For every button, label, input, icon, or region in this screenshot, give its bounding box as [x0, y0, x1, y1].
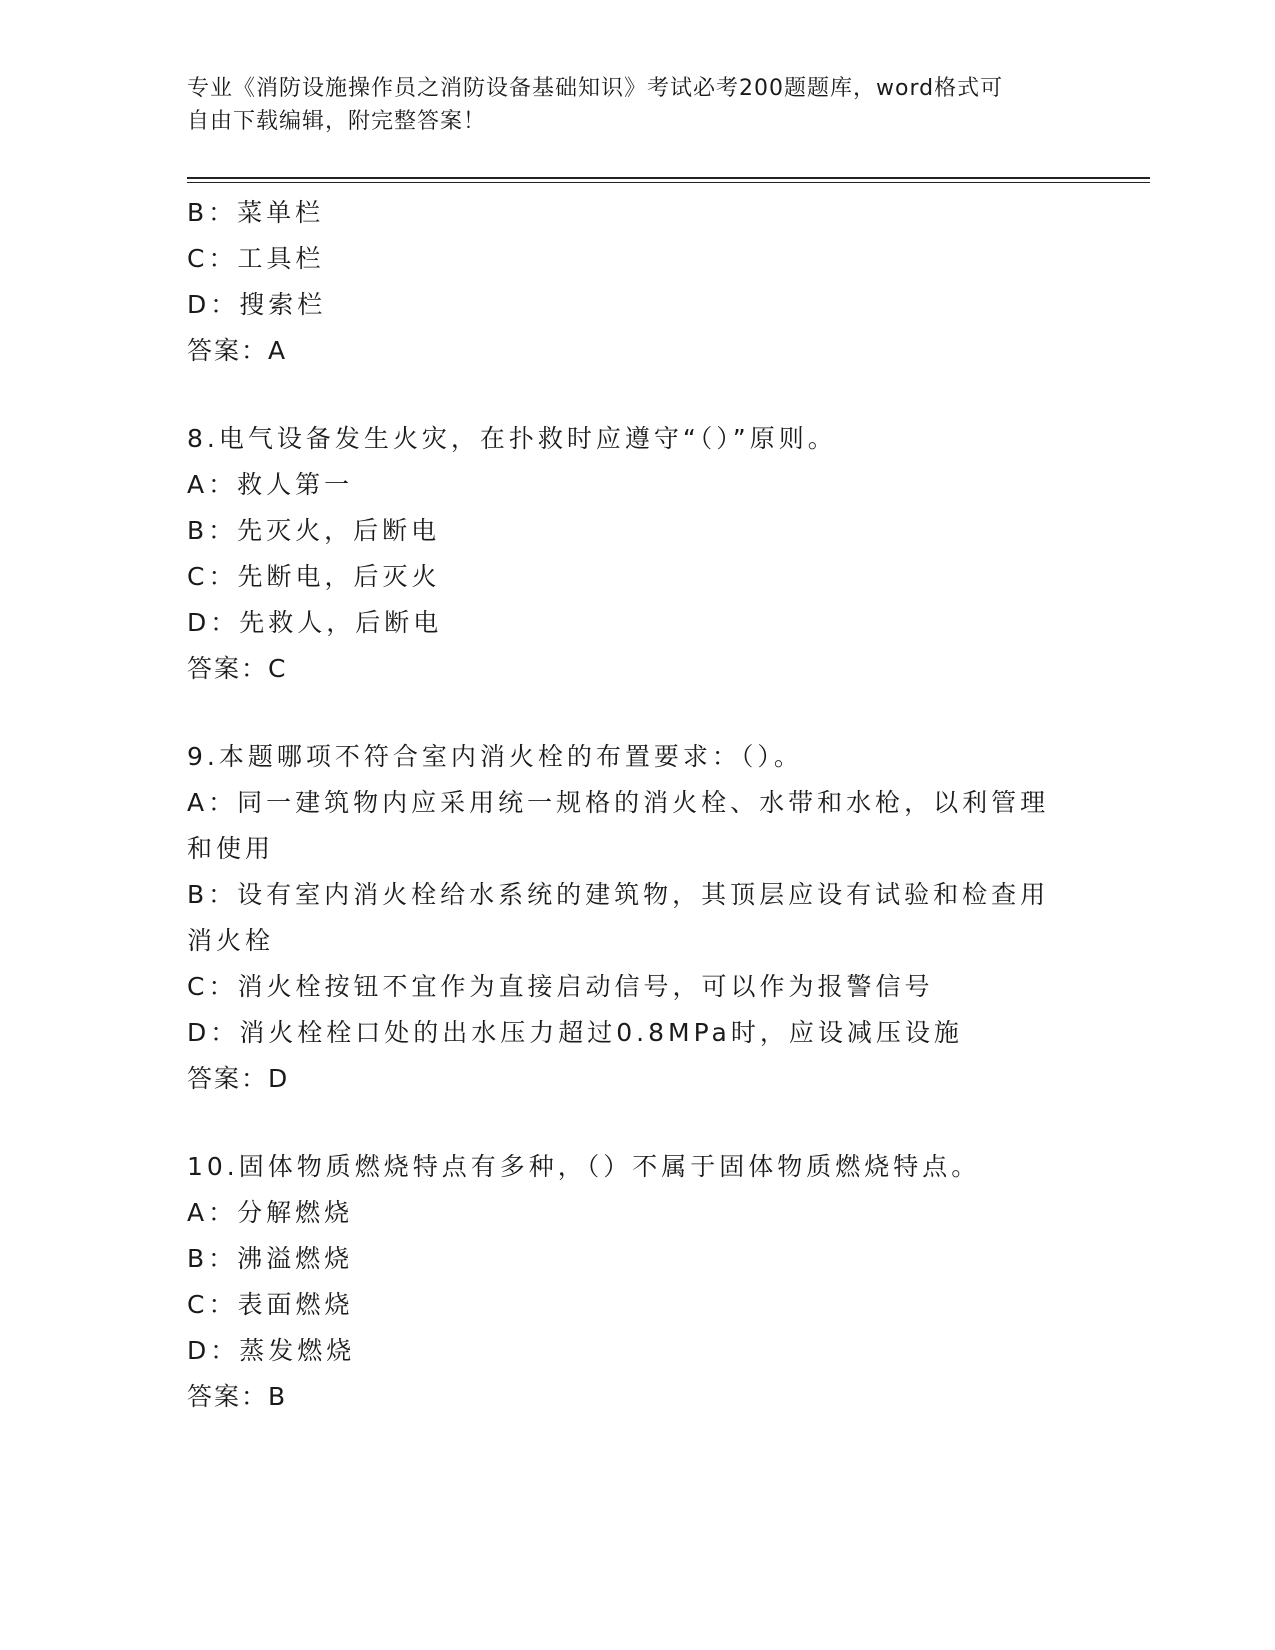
answer: 答案：B	[187, 1382, 288, 1411]
header-divider-thin	[187, 182, 1150, 183]
option-c: C：工具栏	[187, 244, 325, 273]
question-block-10	[187, 1144, 1087, 1420]
option-b: B：先灭火，后断电	[187, 516, 441, 545]
header-line-1: 专业《消防设施操作员之消防设备基础知识》考试必考200题题库，word格式可	[187, 76, 1004, 101]
answer: 答案：C	[187, 654, 288, 683]
option-a: A：同一建筑物内应采用统一规格的消火栓、水带和水枪，以利管理和使用	[187, 788, 1050, 863]
option-a: A：救人第一	[187, 470, 354, 499]
option-c: C：先断电，后灭火	[187, 562, 441, 591]
option-d: D：搜索栏	[187, 290, 327, 319]
document-header	[187, 72, 1067, 138]
question-block-9	[187, 734, 1087, 1102]
question-block-prev	[187, 190, 1087, 374]
option-a: A：分解燃烧	[187, 1198, 354, 1227]
option-b: B：沸溢燃烧	[187, 1244, 354, 1273]
option-c: C：表面燃烧	[187, 1290, 354, 1319]
option-d: D：先救人，后断电	[187, 608, 443, 637]
option-c: C：消火栓按钮不宜作为直接启动信号，可以作为报警信号	[187, 972, 934, 1001]
header-line-2: 自由下载编辑，附完整答案！	[187, 109, 487, 134]
option-b: B：菜单栏	[187, 198, 325, 227]
option-d: D：消火栓栓口处的出水压力超过0.8MPa时，应设减压设施	[187, 1018, 963, 1047]
option-d: D：蒸发燃烧	[187, 1336, 356, 1365]
answer: 答案：A	[187, 336, 288, 365]
question-block-8	[187, 416, 1087, 692]
answer: 答案：D	[187, 1064, 290, 1093]
header-divider-thick	[187, 177, 1150, 179]
question-text: 10.固体物质燃烧特点有多种，（）不属于固体物质燃烧特点。	[187, 1152, 981, 1181]
question-text: 9.本题哪项不符合室内消火栓的布置要求：（）。	[187, 742, 803, 771]
question-list	[187, 190, 1087, 1420]
question-text: 8.电气设备发生火灾，在扑救时应遵守“（）”原则。	[187, 424, 837, 453]
option-b: B：设有室内消火栓给水系统的建筑物，其顶层应设有试验和检查用消火栓	[187, 880, 1050, 955]
